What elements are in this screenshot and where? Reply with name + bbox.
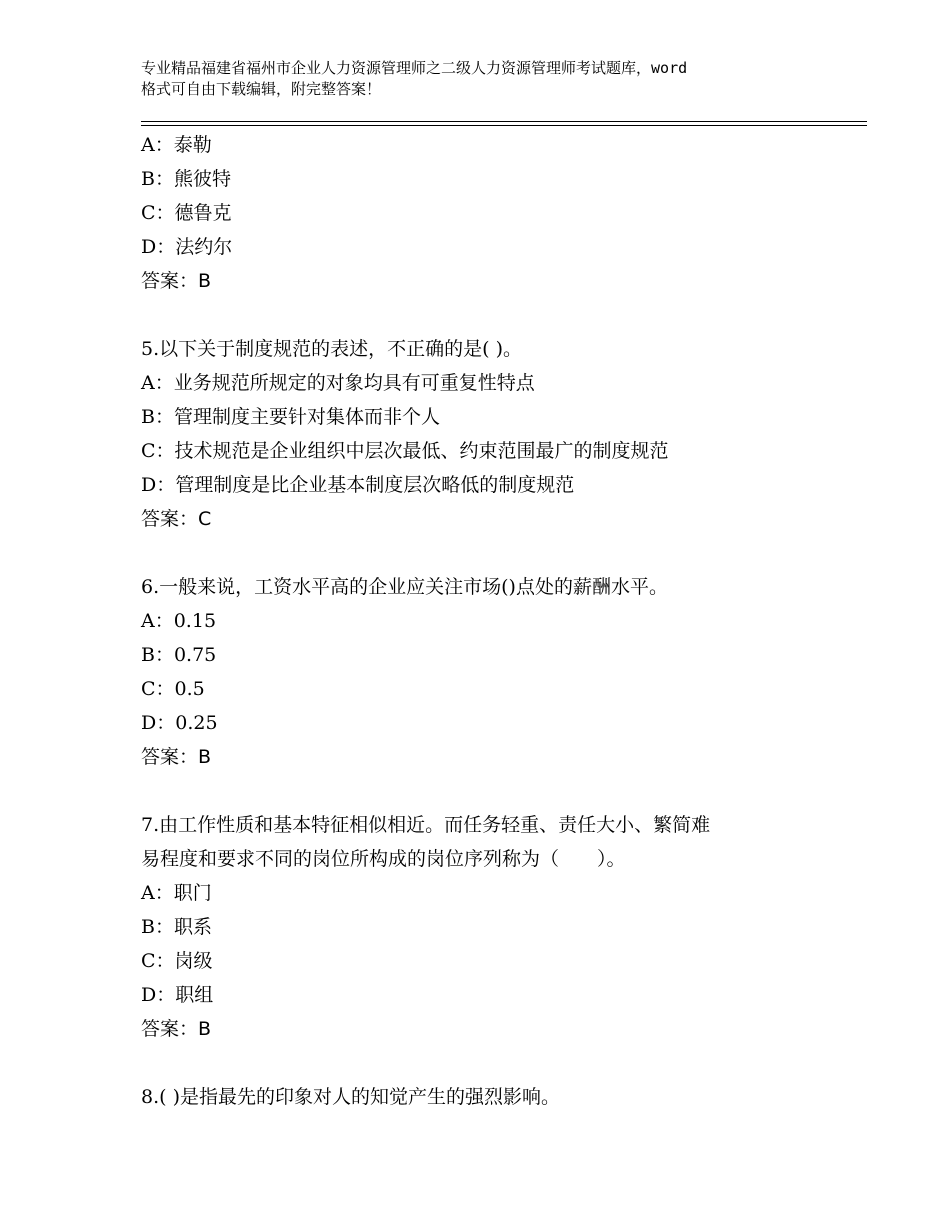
q7-option-b: B：职系 (141, 916, 212, 938)
header-line-2: 格式可自由下载编辑，附完整答案！ (141, 80, 382, 98)
q7-answer: 答案：B (141, 1018, 212, 1040)
q4-answer: 答案：B (141, 270, 212, 292)
spacer (141, 774, 831, 808)
question-4 (141, 128, 831, 298)
question-content (141, 128, 831, 1114)
header-rule-bottom (141, 125, 867, 126)
q5-answer: 答案：C (141, 508, 212, 530)
q7-option-d: D：职组 (141, 984, 214, 1006)
q8-stem: 8.( )是指最先的印象对人的知觉产生的强烈影响。 (141, 1086, 560, 1108)
question-5 (141, 332, 831, 536)
q4-option-a: A：泰勒 (141, 134, 212, 156)
q5-stem: 5.以下关于制度规范的表述，不正确的是( )。 (141, 338, 522, 360)
q4-option-c: C：德鲁克 (141, 202, 232, 224)
q6-option-b: B：0.75 (141, 644, 217, 666)
spacer (141, 298, 831, 332)
spacer (141, 536, 831, 570)
header-rule-top (141, 121, 867, 122)
question-6 (141, 570, 831, 774)
q6-stem: 6.一般来说，工资水平高的企业应关注市场()点处的薪酬水平。 (141, 576, 668, 598)
question-7 (141, 808, 831, 1046)
q6-answer: 答案：B (141, 746, 212, 768)
q6-option-c: C：0.5 (141, 678, 205, 700)
q7-stem-line-2: 易程度和要求不同的岗位所构成的岗位序列称为（ ）。 (141, 848, 626, 870)
q5-option-a: A：业务规范所规定的对象均具有可重复性特点 (141, 372, 535, 394)
q7-option-c: C：岗级 (141, 950, 213, 972)
q5-option-d: D：管理制度是比企业基本制度层次略低的制度规范 (141, 474, 575, 496)
q5-option-b: B：管理制度主要针对集体而非个人 (141, 406, 440, 428)
header-line-1: 专业精品福建省福州市企业人力资源管理师之二级人力资源管理师考试题库，word (141, 59, 688, 77)
q4-option-b: B：熊彼特 (141, 168, 231, 190)
document-header (141, 58, 831, 100)
q4-option-d: D：法约尔 (141, 236, 233, 258)
spacer (141, 1046, 831, 1080)
q7-stem-line-1: 7.由工作性质和基本特征相似相近。而任务轻重、责任大小、繁简难 (141, 814, 711, 836)
q6-option-d: D：0.25 (141, 712, 218, 734)
q6-option-a: A：0.15 (141, 610, 217, 632)
q5-option-c: C：技术规范是企业组织中层次最低、约束范围最广的制度规范 (141, 440, 669, 462)
q7-option-a: A：职门 (141, 882, 212, 904)
question-8 (141, 1080, 831, 1114)
